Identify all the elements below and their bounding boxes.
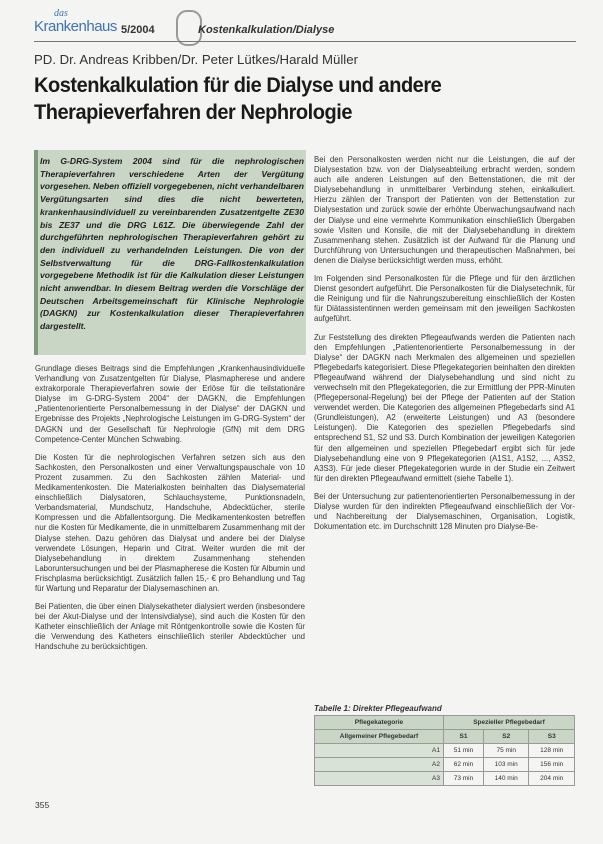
table-cell: 128 min (529, 744, 575, 758)
right-column (314, 155, 575, 540)
article-title-line-1: Kostenkalkulation für die Dialyse und andere (34, 73, 442, 97)
table-cell: 62 min (443, 758, 483, 772)
table-column-header: S2 (483, 730, 528, 744)
table-cell: 103 min (483, 758, 528, 772)
paragraph: Im Folgenden sind Personalkosten für die Pflege und für den ärztlichen Dienst gesondert aufgeführt. Die Personalkosten für die Dialysetechnik, für die Reinigung und für die Nahrungszubereitung einschließlich der Kosten für Diätassistentinnen werden gemeinsam mit den jeweiligen Sachkosten aufgeführt. (314, 274, 575, 324)
table-cell: 75 min (483, 744, 528, 758)
table-row (315, 730, 575, 744)
journal-logo-small: das (54, 8, 68, 19)
table-row-label: A1 (315, 744, 444, 758)
journal-logo: Krankenhaus (34, 18, 117, 35)
table-cell: 140 min (483, 772, 528, 786)
care-effort-table (314, 715, 575, 786)
paragraph: Grundlage dieses Beitrags sind die Empfehlungen „Krankenhausindividuelle Verhandlung von Zusatzentgelten für Dialyse, Plasmapherese und andere extrakorporale Therapieverfahren sowie der Erlöse für die teilstationäre Dialyse im G-DRG-System 2004“ der DAGKN, die Empfehlungen „Patientenorientierte Personalbemessung in der Dialyse“ der DAGKN und Ergebnisse des Projekts „Nephrologische Leistungen im G-DRG-System“ der DAGKN und der Gesellschaft für Nephrologie (GfN) mit dem DRG Competence-Center München Schwabing. (35, 364, 305, 444)
paragraph: Bei den Personalkosten werden nicht nur die Leistungen, die auf der Dialysestation bzw. von der Dialyseabteilung erbracht werden, sondern auch alle anderen Leistungen auf den Bettenstationen, die mit der Dialysebehandlung in unmittelbarer Verbindung stehen, einkalkuliert. Hierzu zählen der Transport der Patienten von der Bettenstation zur Dialysestation und zurück sowie der erhöhte Überwachungsaufwand nach der Dialyse und eine vermehrte Kommunikation einschließlich Übergaben sowie Visiten und Konsile, die mit der Dialysebehandlung in direktem Zusammenhang stehen. Zusätzlich ist der Aufwand für die Planung und Durchführung von Untersuchungen und therapeutischen Maßnahmen, bei denen die Dialyse berücksichtigt werden muss, erhöht. (314, 155, 575, 265)
table-row-label: A2 (315, 758, 444, 772)
table-cell: 73 min (443, 772, 483, 786)
paragraph: Bei der Untersuchung zur patientenorientierten Personalbemessung in der Dialyse wurden für den indirekten Pflegeaufwand einschließlich der Vor- und Nachbereitung der Dialysemaschinen, Organisation, Logistik, Dokumentation etc. im Durchschnitt 128 Minuten pro Dialyse-Be- (314, 491, 575, 532)
table-row (315, 716, 575, 730)
abstract-box (34, 150, 306, 355)
table-corner-header: Pflegekategorie (315, 716, 444, 730)
table-row-header: Allgemeiner Pflegebedarf (315, 730, 444, 744)
article-title (34, 72, 555, 126)
table-row-label: A3 (315, 772, 444, 786)
paragraph: Bei Patienten, die über einen Dialysekatheter dialysiert werden (insbesondere bei der Akut-Dialyse und der Intensivdialyse), sind auch die Kosten für den Katheter einschließlich der Anlage mit Röntgenkontrolle sowie die Kosten für die Verwendung des Katheters einschließlich steriler Abdecktücher und Handschuhe zu berücksichtigen. (35, 602, 305, 652)
table-cell: 156 min (529, 758, 575, 772)
table-column-header: S1 (443, 730, 483, 744)
table-row (315, 772, 575, 786)
running-header (34, 6, 574, 46)
table-column-header: S3 (529, 730, 575, 744)
table-row (315, 744, 575, 758)
abstract-text: Im G-DRG-System 2004 sind für die nephrologischen Therapieverfahren verschiedene Arten der Vergütung vorgesehen. Neben offiziell vorgegebenen, nicht verhandelbaren Vergütungsarten sind dies die nicht bewerteten, krankenhausindividuell zu vereinbarenden Zusatzentgelte ZE30 bis ZE37 und die DRG L61Z. Die überwiegende Zahl der durchgeführten nephrologischen Therapieverfahren gehört zu den individuell zu verhandelnden Leistungen. Die von der Selbstverwaltung für die DRG-Fallkostenkalkulation vorgegebene Methodik ist für die Kalkulation dieser Leistungen nicht anwendbar. In diesem Beitrag werden die Vorschläge der Deutschen Arbeitsgemeinschaft für Klinische Nephrologie (DAGKN) zur Kostenkalkulation dieser Therapieverfahren dargestellt. (40, 156, 304, 332)
section-title: Kostenkalkulation/Dialyse (198, 24, 335, 36)
table-row (315, 758, 575, 772)
paragraph: Die Kosten für die nephrologischen Verfahren setzen sich aus den Sachkosten, den Personalkosten und einer Verwaltungspauschale von 10 Prozent zusammen. Zu den Sachkosten zählen Material- und Medikamentenkosten. Die Materialkosten beinhalten das Dialysematerial einschließlich Dialysatoren, Schlauchsysteme, Punktionsnadeln, Verbandsmaterial, Mundschutz, Handschuhe, Abdecktücher, sterile Kompressen und die Abfallentsorgung. Die Medikamentenkosten betreffen nur die Kosten für Medikamente, die in unmittelbarem Zusammenhang mit der Dialyse stehen. Dazu gehören das Dialysat und andere bei der Dialyse verwendete Lösungen, Heparin und Citrat. Weiter wurden die mit der Dialysebehandlung in direktem Zusammenhang stehenden Laboruntersuchungen und bei der Plasmapherese die Kosten für Albumin und Frischplasma berücksichtigt. Zusätzlich fallen 15,- € pro Behandlung und Tag für Wartung und Reparatur der Dialysemaschinen an. (35, 452, 305, 593)
article-authors: PD. Dr. Andreas Kribben/Dr. Peter Lütkes/Harald Müller (34, 52, 358, 67)
article-title-line-2: Therapieverfahren der Nephrologie (34, 100, 353, 124)
table-group-header: Spezieller Pflegebedarf (443, 716, 574, 730)
abstract-accent-bar (34, 150, 38, 355)
table-cell: 51 min (443, 744, 483, 758)
table-caption: Tabelle 1: Direkter Pflegeaufwand (314, 704, 442, 713)
header-divider (34, 41, 576, 42)
table-cell: 204 min (529, 772, 575, 786)
issue-number: 5/2004 (121, 24, 155, 36)
paragraph: Zur Feststellung des direkten Pflegeaufwands werden die Patienten nach den Empfehlungen „Patientenorientierte Personalbemessung in der Dialyse“ der DAGKN nach Merkmalen des allgemeinen und speziellen Pflegebedarfs kategorisiert. Diese Pflegekategorien beinhalten den direkten Pflegeaufwand während der Dialysebehandlung und sind nicht zu verwechseln mit den Pflegekategorien, die zur Ermittlung der PPR-Minuten (Pflegepersonal-Regelung) bei der Pflege der Patienten auf der Station verwendet werden. Die Kategorien des allgemeinen Pflegebedarfs sind A1 (Grundleistungen), A2 (erweiterte Leistungen) und A3 (besondere Leistungen). Die Kategorien des speziellen Pflegebedarfs sind entsprechend S1, S2 und S3. Durch Kombination der jeweiligen Kategorien für den allgemeinen und speziellen Pflegebedarf ergibt sich für jede Dialysebehandlung eine von 9 Pflegekategorien (A1S1, A1S2, ..., A3S2, A3S3). Für jede dieser Pflegekategorien wurde in der Studie ein Zeitwert für den direkten Pflegeaufwand ermittelt (siehe Tabelle 1). (314, 332, 575, 483)
left-column (35, 364, 305, 661)
page-number: 355 (35, 800, 50, 810)
